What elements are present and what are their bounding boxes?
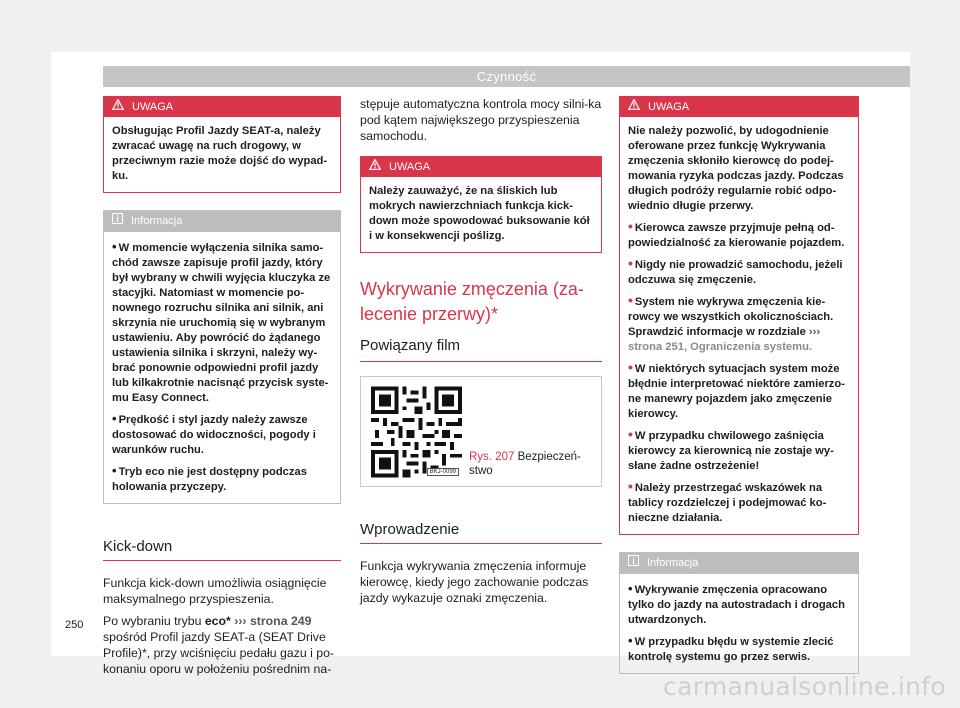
- figure-box: [360, 376, 602, 487]
- warning-header: [104, 97, 340, 117]
- continuation-text: stępuje automatyczna kontrola mocy silni-ka pod kątem największego przyspieszenia samochodu.: [360, 97, 602, 143]
- column-right: [619, 96, 859, 674]
- link-strona-249[interactable]: strona 249: [249, 614, 312, 628]
- info-header: [620, 553, 858, 574]
- page-header: Czynność: [103, 66, 910, 87]
- column-middle: [360, 96, 602, 606]
- warning-bullet: • System nie wykrywa zmęczenia kie-rowcy we wszystkich okolicznościach. Sprawdzić informacje w rozdziale ››› strona 251, Ograniczenia systemu.: [628, 292, 834, 353]
- info-bullet: • W przypadku błędu w systemie zlecić kontrolę systemu go przez serwis.: [628, 633, 834, 663]
- warning-triangle-icon: [628, 97, 640, 117]
- kickdown-text: [103, 575, 341, 677]
- warning-box: [360, 156, 602, 253]
- warning-label: UWAGA: [132, 101, 174, 113]
- warning-bullet: • Kierowca zawsze przyjmuje pełną od-powiedzialność za kierowanie pojazdem.: [628, 218, 845, 249]
- page-number: 250: [65, 619, 84, 631]
- info-text: [104, 232, 340, 503]
- warning-box: [103, 96, 341, 193]
- paragraph: Funkcja kick-down umożliwia osiągnięcie maksymalnego przyspieszenia.: [103, 576, 327, 606]
- watermark: carmanualsonline.info: [663, 672, 946, 701]
- warning-label: UWAGA: [389, 161, 431, 173]
- info-icon: [112, 211, 123, 232]
- section-title-introduction: Wprowadzenie: [360, 521, 602, 544]
- warning-triangle-icon: [112, 97, 124, 117]
- info-box: [103, 210, 341, 504]
- introduction-text: Funkcja wykrywania zmęczenia informuje kierowcę, kiedy jego zachowanie podczas jazdy wykazuje oznaki zmęczenia.: [360, 559, 589, 605]
- warning-text: [620, 117, 858, 534]
- warning-header: [620, 97, 858, 117]
- paragraph: Po wybraniu trybu eco* ››› strona 249 spośród Profil jazdy SEAT-a (SEAT Drive Profile)*, przy wciśnięciu pedału gazu i po-konaniu oporu w położeniu pośrednim na-: [103, 614, 335, 676]
- info-bullet: • Prędkość i styl jazdy należy zawsze dostosować do widoczności, pogody i warunków ruchu.: [112, 411, 316, 456]
- info-text: [620, 574, 858, 673]
- qr-code-image[interactable]: [371, 386, 462, 478]
- link-strona-251[interactable]: strona 251, Ograniczenia systemu.: [628, 341, 813, 353]
- section-heading: Wykrywanie zmęczenia (za-lecenie przerwy)*: [360, 279, 584, 324]
- warning-bullet: • W przypadku chwilowego zaśnięcia kierowcy za kierownicą nie zostaje wy-słane żadne ostrzeżenie!: [628, 426, 834, 472]
- info-icon: [628, 553, 639, 574]
- info-label: Informacja: [647, 557, 699, 569]
- warning-text: Obsługując Profil Jazdy SEAT-a, należy zwracać uwagę na ruch drogowy, w przeciwnym razie może dojść do wypad-ku.: [112, 125, 328, 182]
- figure-number: Rys. 207: [469, 451, 515, 463]
- column-left: [103, 96, 341, 683]
- info-box: [619, 552, 859, 674]
- figure-code: BKJ-0099: [427, 468, 459, 476]
- warning-header: [361, 157, 601, 177]
- info-bullet: • Wykrywanie zmęczenia opracowano tylko do jazdy na autostradach i drogach utwardzonych.: [628, 581, 845, 626]
- info-header: [104, 211, 340, 232]
- warning-bullet: • Nigdy nie prowadzić samochodu, jeżeli odczuwa się zmęczenie.: [628, 255, 843, 286]
- warning-intro: Nie należy pozwolić, by udogodnienie oferowane przez funkcję Wykrywania zmęczenia skłoniło kierowcę do podej-mowania ryzyka podczas jazdy. Podczas długich podróży regularnie robić odpo-wiednio długie przerwy.: [628, 125, 844, 212]
- warning-bullet: • W niektórych sytuacjach system może błędnie interpretować niektóre zamierzo-ne manewry pojazdem jako zmęczenie kierowcy.: [628, 359, 845, 420]
- warning-bullet: • Należy przestrzegać wskazówek na tablicy rozdzielczej i podejmować ko-nieczne działania.: [628, 478, 827, 524]
- info-bullet: • W momencie wyłączenia silnika samo-chód zawsze zapisuje profil jazdy, który był wybrany w chwili wyjęcia kluczyka ze stacyjki. Natomiast w momencie po-nownego rozruchu silnika ani silnik, ani skrzynia nie uruchomią się w wybranym ustawieniu. Aby powrócić do żądanego ustawienia silnika i skrzyni, należy wy-brać ponownie odpowiedni profil jazdy lub kilkakrotnie nacisnąć przycisk syste-mu Easy Connect.: [112, 239, 331, 404]
- figure-caption-text: Bezpieczeń-stwo: [469, 451, 581, 477]
- warning-label: UWAGA: [648, 101, 690, 113]
- figure-caption: [469, 450, 589, 478]
- warning-triangle-icon: [369, 157, 381, 177]
- info-bullet: • Tryb eco nie jest dostępny podczas holowania przyczepy.: [112, 463, 307, 493]
- info-label: Informacja: [131, 215, 183, 227]
- warning-text: Należy zauważyć, że na śliskich lub mokrych nawierzchniach funkcja kick-down może spowodować buksowanie kół i w konsekwencji poślizg.: [369, 185, 590, 242]
- section-subtitle: Powiązany film: [360, 337, 602, 362]
- section-title-kickdown: Kick-down: [103, 538, 341, 561]
- warning-box: [619, 96, 859, 535]
